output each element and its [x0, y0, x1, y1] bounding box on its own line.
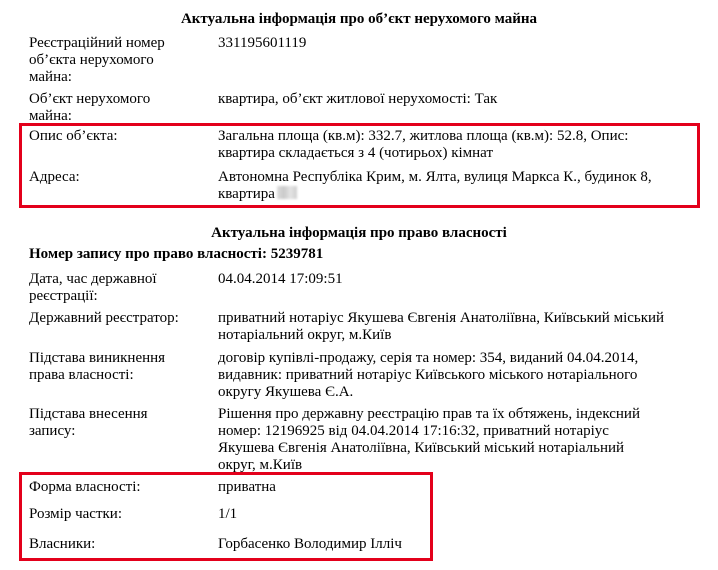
address-label: Адреса: [29, 169, 80, 185]
reg-number-value: 331195601119 [218, 35, 307, 51]
value-line: Автономна Республіка Крим, м. Ялта, вулиця Маркса К., будинок 8, [218, 169, 652, 185]
ownership-section-heading: Актуальна інформація про право власності [211, 225, 507, 241]
registrar-label: Державний реєстратор: [29, 310, 179, 326]
owners-value: Горбасенко Володимир Ілліч [218, 536, 402, 552]
value-line: Рішення про державну реєстрацію прав та їх обтяжень, індексний [218, 406, 640, 422]
description-label: Опис об’єкта: [29, 128, 118, 144]
object-type-value: квартира, об’єкт житлової нерухомості: Так [218, 91, 498, 107]
object-section-heading: Актуальна інформація про об’єкт нерухомого майна [180, 11, 538, 27]
value-line: Якушева Євгенія Анатоліївна, Київський міський нотаріальний [218, 440, 625, 456]
label-line: майна: [29, 69, 72, 85]
ownership-form-label: Форма власності: [29, 479, 141, 495]
label-line: Підстава внесення [29, 406, 148, 422]
value-line: приватний нотаріус Якушева Євгенія Анатоліївна, Київський міський [218, 310, 665, 326]
label-line: Реєстраційний номер [29, 35, 165, 51]
value-line: округу Якушева Є.А. [218, 384, 354, 400]
share-size-value: 1/1 [218, 506, 238, 522]
ownership-form-value: приватна [218, 479, 276, 495]
value-line: квартира складається з 4 (чотирьох) кімнат [218, 145, 494, 161]
label-line: майна: [29, 108, 72, 124]
label-line: Підстава виникнення [29, 350, 166, 366]
value-line [218, 186, 297, 203]
address-apartment-text: квартира [218, 186, 275, 202]
label-line: об’єкта нерухомого [29, 52, 154, 68]
value-line: нотаріальний округ, м.Київ [218, 327, 392, 343]
label-line: права власності: [29, 367, 134, 383]
redacted-apartment-number [277, 186, 297, 199]
value-line: договір купівлі-продажу, серія та номер: 354, виданий 04.04.2014, [218, 350, 639, 366]
label-line: Дата, час державної [29, 271, 157, 287]
share-size-label: Розмір частки: [29, 506, 122, 522]
value-line: округ, м.Київ [218, 457, 303, 473]
record-number: Номер запису про право власності: 5239781 [29, 246, 324, 262]
value-line: видавник: приватний нотаріус Київського міського нотаріального [218, 367, 638, 383]
owners-label: Власники: [29, 536, 96, 552]
value-line: Загальна площа (кв.м): 332.7, житлова площа (кв.м): 52.8, Опис: [218, 128, 629, 144]
label-line: реєстрації: [29, 288, 98, 304]
reg-datetime-value: 04.04.2014 17:09:51 [218, 271, 343, 287]
label-line: запису: [29, 423, 76, 439]
label-line: Об’єкт нерухомого [29, 91, 151, 107]
value-line: номер: 12196925 від 04.04.2014 17:16:32, приватний нотаріус [218, 423, 609, 439]
